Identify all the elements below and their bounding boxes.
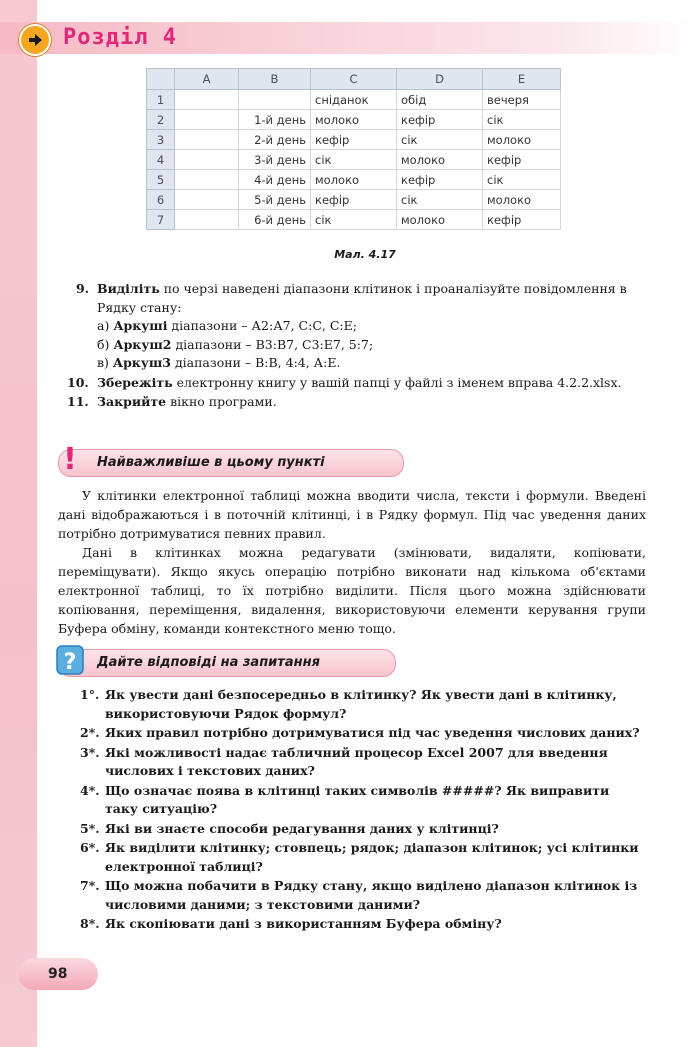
column-header: A <box>175 69 239 90</box>
table-cell: 1-й день <box>239 110 311 130</box>
table-cell <box>175 110 239 130</box>
step-sub-item <box>97 336 650 355</box>
sub-text: діапазони – А2:А7, С:С, С:Е; <box>167 318 357 333</box>
table-cell: вечеря <box>483 90 561 110</box>
table-cell: сік <box>311 210 397 230</box>
table-cell: сік <box>483 170 561 190</box>
sub-label: б) <box>97 336 114 352</box>
row-number: 4 <box>147 150 175 170</box>
table-cell <box>175 190 239 210</box>
table-cell: кефір <box>311 130 397 150</box>
sub-text: діапазони – В:В, 4:4, А:Е. <box>170 355 341 370</box>
spreadsheet-figure <box>146 68 561 230</box>
table-cell <box>175 170 239 190</box>
arrow-right-icon <box>19 24 51 56</box>
table-cell: молоко <box>483 190 561 210</box>
page-number: 98 <box>48 966 68 982</box>
page-number-badge <box>18 958 98 990</box>
summary-paragraph: Дані в клітинках можна редагувати (змінювати, видаляти, копіювати, переміщувати). Якщо якусь операцію потрібно виконати над кількома об'єктами електронної таблиці, то їх потрібно виділити. Після цього можна здійснювати копіювання, переміщення, видалення, використовуючи елементи керування групи Буфера обміну, команди контекстного меню тощо. <box>58 545 646 636</box>
row-number: 5 <box>147 170 175 190</box>
exclamation-icon: ! <box>63 442 77 477</box>
important-summary <box>58 486 646 638</box>
column-header: B <box>239 69 311 90</box>
question-number: 3*. <box>80 744 100 760</box>
question-item <box>58 839 646 876</box>
question-text: Як виділити клітинку; стовпець; рядок; діапазон клітинок; усі клітинки електронної таблиці? <box>105 840 639 874</box>
question-number: 1°. <box>80 687 100 702</box>
step-text: електронну книгу у вашій папці у файлі з іменем вправа 4.2.2.xlsx. <box>172 374 622 390</box>
corner-cell <box>147 69 175 90</box>
row-number: 1 <box>147 90 175 110</box>
table-cell: кефір <box>397 110 483 130</box>
question-number: 8*. <box>80 916 100 931</box>
question-text: Які можливості надає табличний процесор Excel 2007 для введення числових і текстових даних? <box>105 744 608 778</box>
step-text: по черзі наведені діапазони клітинок і проаналізуйте повідомлення в Рядку стану: <box>97 281 627 315</box>
question-text: Яких правил потрібно дотримуватися під час уведення числових даних? <box>105 725 640 740</box>
table-cell <box>175 90 239 110</box>
step-number: 10. <box>67 374 89 390</box>
step-text: вікно програми. <box>166 394 277 409</box>
question-item <box>58 744 646 781</box>
question-text: Як скопіювати дані з використанням Буфера обміну? <box>105 916 502 931</box>
sub-label: в) <box>97 355 113 370</box>
row-number: 2 <box>147 110 175 130</box>
table-cell: 5-й день <box>239 190 311 210</box>
table-cell: сік <box>483 110 561 130</box>
table-row <box>147 110 561 130</box>
column-header-row <box>147 69 561 90</box>
question-number: 4*. <box>80 782 100 798</box>
table-row <box>147 190 561 210</box>
question-item <box>58 877 646 914</box>
question-number: 7*. <box>80 878 100 893</box>
step-number: 9. <box>76 281 90 296</box>
row-number: 6 <box>147 190 175 210</box>
table-row <box>147 90 561 110</box>
table-cell: 2-й день <box>239 130 311 150</box>
table-cell: 4-й день <box>239 170 311 190</box>
figure-caption: Мал. 4.17 <box>334 248 396 261</box>
step-number: 11. <box>67 394 89 409</box>
row-number: 7 <box>147 210 175 230</box>
questions-banner-label: Дайте відповіді на запитання <box>97 655 320 670</box>
question-item <box>58 820 646 839</box>
step-9 <box>78 280 650 373</box>
table-row <box>147 170 561 190</box>
question-text: Які ви знаєте способи редагування даних у клітинці? <box>105 820 499 836</box>
step-sub-item <box>97 317 650 336</box>
table-cell: кефір <box>483 150 561 170</box>
table-cell <box>175 130 239 150</box>
table-row <box>147 150 561 170</box>
table-cell: молоко <box>311 170 397 190</box>
questions-banner <box>58 649 396 677</box>
important-banner <box>58 442 404 477</box>
step-verb: Виділіть <box>97 281 160 296</box>
question-item <box>58 724 646 743</box>
column-header: E <box>483 69 561 90</box>
table-cell: кефір <box>397 170 483 190</box>
table-cell <box>175 210 239 230</box>
question-item <box>58 782 646 819</box>
question-mark-icon <box>55 644 87 678</box>
svg-text:?: ? <box>63 650 77 675</box>
table-row <box>147 210 561 230</box>
table-row <box>147 130 561 150</box>
sheet-name: Аркуш2 <box>113 336 172 352</box>
table-cell: сік <box>397 190 483 210</box>
table-cell: сік <box>397 130 483 150</box>
sheet-name: Аркуш3 <box>112 355 171 370</box>
important-banner-label: Найважливіше в цьому пункті <box>97 455 325 470</box>
table-cell: кефір <box>311 190 397 210</box>
table-cell: молоко <box>483 130 561 150</box>
step-verb: Збережіть <box>97 374 173 390</box>
step-sub-item <box>97 354 650 373</box>
step-10 <box>67 374 650 393</box>
question-item <box>58 686 646 723</box>
sub-text: діапазони – В3:В7, С3:Е7, 5:7; <box>171 336 374 352</box>
row-number: 3 <box>147 130 175 150</box>
left-decorative-band <box>0 0 37 1047</box>
table-cell: молоко <box>397 150 483 170</box>
exercise-steps <box>67 280 650 413</box>
table-cell: кефір <box>483 210 561 230</box>
table-cell: обід <box>397 90 483 110</box>
table-cell: сніданок <box>311 90 397 110</box>
question-number: 5*. <box>80 820 100 836</box>
table-cell: молоко <box>397 210 483 230</box>
chapter-title: Розділ 4 <box>63 25 177 50</box>
question-text: Що можна побачити в Рядку стану, якщо виділено діапазон клітинок із числовими даними; з текстовими даними? <box>105 878 638 912</box>
table-cell: 3-й день <box>239 150 311 170</box>
question-number: 2*. <box>80 725 100 740</box>
question-text: Як увести дані безпосередньо в клітинку? Як увести дані в клітинку, використовуючи Рядок формул? <box>105 687 617 721</box>
step-verb: Закрийте <box>97 394 167 409</box>
table-cell <box>175 150 239 170</box>
sheet-name: Аркуші <box>113 318 168 333</box>
question-list <box>58 686 646 935</box>
table-cell: 6-й день <box>239 210 311 230</box>
sub-label: а) <box>97 318 114 333</box>
step-11 <box>67 393 650 412</box>
question-text: Що означає поява в клітинці таких символів #####? Як виправити таку ситуацію? <box>105 782 610 816</box>
question-item <box>58 915 646 934</box>
summary-paragraph: У клітинки електронної таблиці можна вводити числа, тексти і формули. Введені дані відображаються і в поточній клітинці, і в Рядку формул. Під час уведення даних потрібно дотримуватися певних правил. <box>58 488 646 541</box>
table-cell <box>239 90 311 110</box>
column-header: C <box>311 69 397 90</box>
table-cell: молоко <box>311 110 397 130</box>
question-number: 6*. <box>80 840 100 855</box>
table-cell: сік <box>311 150 397 170</box>
column-header: D <box>397 69 483 90</box>
